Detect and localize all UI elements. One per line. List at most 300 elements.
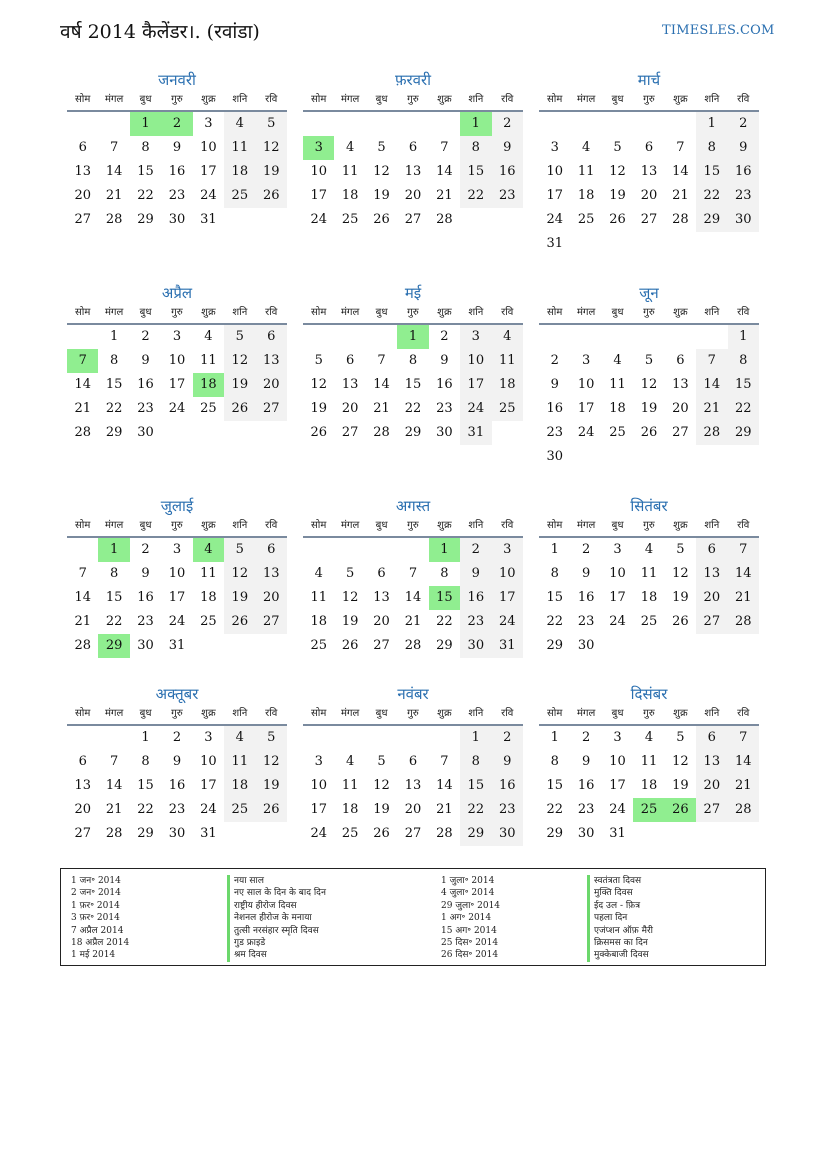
day-cell: 22 [137, 188, 154, 203]
day-cell: 11 [577, 164, 595, 179]
weekday-label: बुध [375, 708, 388, 719]
weekday-label: गुरु [643, 94, 655, 105]
day-cell: 1 [130, 112, 161, 136]
day-cell: 23 [168, 188, 186, 203]
week-row [303, 798, 523, 822]
week-row [67, 349, 287, 373]
day-cell: 25 [224, 184, 255, 208]
weekday-label: शनि [232, 520, 248, 531]
holiday-date: 18 अप्रैल 2014 [71, 937, 130, 948]
day-cell: 14 [105, 778, 123, 793]
day-cell: 27 [672, 425, 689, 440]
week-row [67, 397, 287, 421]
day-cell: 25 [341, 826, 359, 841]
day-cell: 2 [460, 538, 491, 562]
day-cell: 3 [303, 136, 334, 160]
day-cell: 23 [460, 610, 491, 634]
weekday-label: रवि [501, 520, 514, 531]
weekday-header [303, 518, 523, 538]
day-cell: 4 [314, 566, 323, 581]
empty-cell [602, 232, 633, 256]
day-cell: 29 [728, 421, 759, 445]
day-cell: 2 [440, 329, 449, 344]
weekday-label: शनि [704, 94, 720, 105]
empty-cell [193, 421, 224, 445]
day-cell: 21 [74, 614, 91, 629]
week-row [67, 610, 287, 634]
day-cell: 15 [460, 774, 491, 798]
week-row [303, 208, 523, 232]
day-cell: 16 [168, 778, 186, 793]
day-cell: 17 [460, 373, 491, 397]
holiday-date: 1 फ़र॰ 2014 [71, 900, 120, 911]
day-cell: 14 [728, 562, 759, 586]
weekday-label: शनि [232, 708, 248, 719]
day-cell: 24 [310, 212, 327, 227]
day-cell: 24 [200, 188, 217, 203]
weekday-label: गुरु [171, 708, 183, 719]
empty-cell [665, 232, 696, 256]
day-cell: 31 [492, 634, 523, 658]
empty-cell [665, 445, 696, 469]
weekday-label: मंगल [340, 94, 360, 105]
holiday-name: श्रम दिवस [227, 949, 326, 961]
week-row [539, 397, 759, 421]
week-row [303, 160, 523, 184]
week-row [303, 610, 523, 634]
weekday-label: सोम [75, 94, 91, 105]
weekday-label: शुक्र [437, 94, 452, 105]
day-cell: 20 [373, 614, 390, 629]
empty-cell [633, 634, 664, 658]
holiday-name: मुक्ति दिवस [587, 887, 653, 899]
weekday-header [539, 92, 759, 112]
weekday-label: बुध [139, 708, 152, 719]
day-cell: 25 [633, 798, 664, 822]
day-cell: 10 [310, 164, 327, 179]
weekday-label: बुध [611, 307, 624, 318]
holiday-date: 25 दिस॰ 2014 [441, 937, 499, 948]
empty-cell [728, 445, 759, 469]
week-row [303, 774, 523, 798]
weekday-label: गुरु [407, 94, 419, 105]
weekday-label: रवि [737, 307, 750, 318]
day-cell: 9 [172, 140, 182, 155]
empty-cell [98, 112, 129, 136]
week-row [539, 232, 759, 256]
day-cell: 6 [377, 566, 386, 581]
month-block [539, 283, 759, 469]
day-cell: 22 [546, 614, 563, 629]
weekday-label: रवि [737, 708, 750, 719]
month-name: जून [639, 284, 659, 302]
day-cell: 30 [492, 822, 523, 846]
day-cell: 30 [168, 212, 186, 227]
day-cell: 21 [74, 401, 91, 416]
day-cell: 8 [109, 566, 119, 581]
day-cell: 20 [404, 188, 422, 203]
day-cell: 17 [200, 778, 217, 793]
month-block [67, 684, 287, 846]
day-cell: 13 [640, 164, 658, 179]
weekday-label: शुक्र [673, 520, 688, 531]
day-cell: 19 [672, 778, 689, 793]
weekday-label: गुरु [407, 708, 419, 719]
day-cell: 14 [696, 373, 727, 397]
day-cell: 16 [577, 590, 595, 605]
weekday-header [67, 706, 287, 726]
day-cell: 13 [341, 377, 359, 392]
weekday-label: बुध [375, 94, 388, 105]
week-row [539, 421, 759, 445]
empty-cell [397, 538, 428, 562]
day-cell: 10 [609, 754, 626, 769]
week-row [303, 822, 523, 846]
day-cell: 13 [373, 590, 390, 605]
day-cell: 4 [224, 112, 255, 136]
empty-cell [696, 232, 727, 256]
day-cell: 30 [460, 634, 491, 658]
day-cell: 24 [577, 425, 595, 440]
day-cell: 23 [577, 802, 595, 817]
weekday-label: बुध [375, 520, 388, 531]
day-cell: 11 [200, 353, 217, 368]
day-cell: 20 [672, 401, 689, 416]
weekday-label: बुध [375, 307, 388, 318]
day-cell: 28 [436, 212, 453, 227]
empty-cell [366, 325, 397, 349]
week-row [303, 397, 523, 421]
day-cell: 30 [546, 449, 563, 464]
holiday-names-right [587, 875, 653, 962]
day-cell: 19 [224, 373, 255, 397]
day-cell: 9 [460, 562, 491, 586]
month-block [67, 70, 287, 232]
day-cell: 17 [577, 401, 595, 416]
empty-cell [161, 421, 192, 445]
week-row [67, 634, 287, 658]
week-row [539, 726, 759, 750]
day-cell: 16 [460, 586, 491, 610]
day-cell: 31 [200, 212, 217, 227]
empty-cell [303, 112, 334, 136]
day-cell: 22 [404, 401, 422, 416]
day-cell: 9 [172, 754, 182, 769]
day-cell: 13 [404, 164, 422, 179]
day-cell: 28 [728, 610, 759, 634]
month-block [539, 684, 759, 846]
week-row [67, 325, 287, 349]
day-cell: 7 [109, 140, 119, 155]
holiday-names-left [227, 875, 326, 962]
month-name: जुलाई [160, 497, 194, 515]
day-cell: 15 [546, 590, 563, 605]
empty-cell [665, 325, 696, 349]
day-cell: 22 [546, 802, 563, 817]
weekday-label: रवि [265, 708, 278, 719]
day-cell: 20 [640, 188, 658, 203]
empty-cell [696, 822, 727, 846]
day-cell: 13 [256, 349, 287, 373]
site-link[interactable]: TIMESLES.COM [662, 23, 775, 38]
empty-cell [665, 112, 696, 136]
day-cell: 16 [137, 377, 154, 392]
day-cell: 15 [137, 778, 154, 793]
day-cell: 27 [404, 212, 422, 227]
day-cell: 23 [546, 425, 563, 440]
day-cell: 27 [404, 826, 422, 841]
weekday-label: शुक्र [437, 307, 452, 318]
day-cell: 28 [74, 425, 91, 440]
day-cell: 21 [105, 188, 123, 203]
day-cell: 14 [436, 164, 453, 179]
week-row [539, 325, 759, 349]
day-cell: 23 [577, 614, 595, 629]
month-block [539, 70, 759, 256]
weekday-label: गुरु [407, 520, 419, 531]
weekday-label: शुक्र [437, 520, 452, 531]
day-cell: 19 [341, 614, 359, 629]
day-cell: 12 [341, 590, 359, 605]
empty-cell [334, 325, 365, 349]
empty-cell [334, 726, 365, 750]
weekday-header [539, 305, 759, 325]
day-cell: 15 [404, 377, 422, 392]
day-cell: 9 [581, 566, 591, 581]
day-cell: 19 [224, 586, 255, 610]
week-row [67, 726, 287, 750]
day-cell: 2 [550, 353, 559, 368]
day-cell: 28 [672, 212, 689, 227]
week-row [539, 634, 759, 658]
empty-cell [67, 325, 98, 349]
month-name: फ़रवरी [394, 71, 432, 89]
day-cell: 12 [256, 136, 287, 160]
day-cell: 12 [224, 349, 255, 373]
day-cell: 22 [105, 614, 123, 629]
weekday-header [67, 92, 287, 112]
day-cell: 7 [67, 349, 98, 373]
day-cell: 2 [492, 112, 523, 136]
day-cell: 11 [640, 754, 658, 769]
day-cell: 22 [460, 798, 491, 822]
day-cell: 28 [105, 212, 123, 227]
day-cell: 23 [137, 614, 154, 629]
day-cell: 12 [373, 164, 390, 179]
weekday-label: गुरु [643, 708, 655, 719]
day-cell: 18 [640, 590, 658, 605]
day-cell: 2 [581, 730, 591, 745]
weekday-label: गुरु [643, 520, 655, 531]
day-cell: 29 [404, 425, 422, 440]
weekday-label: मंगल [104, 94, 124, 105]
day-cell: 1 [460, 112, 491, 136]
day-cell: 1 [429, 538, 460, 562]
day-cell: 11 [341, 778, 359, 793]
day-cell: 3 [581, 353, 591, 368]
holiday-legend [60, 868, 766, 966]
weekday-label: शनि [468, 307, 484, 318]
empty-cell [570, 112, 601, 136]
empty-cell [728, 634, 759, 658]
day-cell: 2 [141, 542, 150, 557]
day-cell: 20 [256, 373, 287, 397]
holiday-date: 15 अग॰ 2014 [441, 925, 497, 936]
day-cell: 29 [546, 826, 563, 841]
week-row [303, 349, 523, 373]
day-cell: 3 [204, 116, 213, 131]
day-cell: 17 [168, 377, 186, 392]
day-cell: 2 [172, 730, 182, 745]
weekday-label: शुक्र [201, 708, 216, 719]
day-cell: 25 [609, 425, 626, 440]
weekday-label: गुरु [171, 520, 183, 531]
weekday-label: सोम [547, 520, 563, 531]
day-cell: 4 [644, 730, 654, 745]
weekday-label: रवि [737, 94, 750, 105]
day-cell: 1 [98, 538, 129, 562]
week-row [67, 538, 287, 562]
weekday-label: शुक्र [201, 94, 216, 105]
week-row [303, 184, 523, 208]
weekday-header [303, 706, 523, 726]
day-cell: 17 [609, 590, 626, 605]
day-cell: 2 [141, 329, 150, 344]
day-cell: 28 [74, 638, 91, 653]
day-cell: 26 [373, 826, 390, 841]
weekday-header [67, 518, 287, 538]
day-cell: 26 [640, 425, 658, 440]
week-row [539, 774, 759, 798]
weekday-label: सोम [75, 708, 91, 719]
empty-cell [224, 822, 255, 846]
day-cell: 2 [581, 542, 591, 557]
day-cell: 28 [436, 826, 453, 841]
day-cell: 30 [168, 826, 186, 841]
day-cell: 2 [161, 112, 192, 136]
empty-cell [366, 726, 397, 750]
empty-cell [397, 112, 428, 136]
day-cell: 9 [581, 754, 591, 769]
day-cell: 15 [728, 373, 759, 397]
day-cell: 15 [105, 377, 123, 392]
day-cell: 15 [429, 586, 460, 610]
day-cell: 5 [644, 353, 654, 368]
day-cell: 6 [676, 353, 685, 368]
day-cell: 10 [200, 754, 217, 769]
weekday-label: रवि [737, 520, 750, 531]
day-cell: 12 [373, 778, 390, 793]
month-name: मई [404, 284, 422, 302]
day-cell: 14 [74, 590, 91, 605]
day-cell: 23 [492, 798, 523, 822]
holiday-date: 1 जन॰ 2014 [71, 876, 121, 886]
day-cell: 20 [696, 586, 727, 610]
day-cell: 10 [168, 566, 186, 581]
weekday-label: शुक्र [673, 94, 688, 105]
day-cell: 8 [408, 353, 418, 368]
day-cell: 12 [609, 164, 626, 179]
day-cell: 26 [373, 212, 390, 227]
day-cell: 5 [256, 112, 287, 136]
day-cell: 29 [137, 826, 154, 841]
day-cell: 3 [172, 542, 182, 557]
weekday-label: मंगल [576, 708, 596, 719]
day-cell: 26 [672, 614, 689, 629]
week-row [67, 822, 287, 846]
day-cell: 18 [640, 778, 658, 793]
day-cell: 4 [193, 538, 224, 562]
weekday-header [67, 305, 287, 325]
day-cell: 23 [168, 802, 186, 817]
weekday-label: बुध [139, 520, 152, 531]
day-cell: 21 [105, 802, 123, 817]
empty-cell [492, 208, 523, 232]
weekday-label: शुक्र [201, 520, 216, 531]
day-cell: 18 [492, 373, 523, 397]
day-cell: 12 [672, 754, 689, 769]
week-row [303, 726, 523, 750]
week-row [67, 184, 287, 208]
day-cell: 26 [665, 798, 696, 822]
day-cell: 5 [377, 140, 386, 155]
day-cell: 3 [460, 325, 491, 349]
day-cell: 18 [200, 590, 217, 605]
week-row [67, 208, 287, 232]
day-cell: 4 [613, 353, 622, 368]
week-row [303, 538, 523, 562]
day-cell: 5 [377, 754, 386, 769]
day-cell: 13 [672, 377, 689, 392]
empty-cell [633, 232, 664, 256]
day-cell: 3 [613, 730, 622, 745]
empty-cell [602, 634, 633, 658]
empty-cell [98, 726, 129, 750]
empty-cell [602, 112, 633, 136]
day-cell: 24 [546, 212, 563, 227]
day-cell: 17 [310, 802, 327, 817]
weekday-label: सोम [547, 94, 563, 105]
weekday-label: मंगल [104, 520, 124, 531]
day-cell: 14 [436, 778, 453, 793]
day-cell: 1 [141, 730, 150, 745]
day-cell: 31 [168, 638, 186, 653]
day-cell: 13 [74, 164, 91, 179]
week-row [539, 373, 759, 397]
holiday-date: 2 जन॰ 2014 [71, 888, 121, 899]
day-cell: 8 [440, 566, 449, 581]
weekday-label: सोम [75, 520, 91, 531]
day-cell: 18 [609, 401, 626, 416]
weekday-label: शनि [704, 520, 720, 531]
day-cell: 8 [141, 754, 150, 769]
weekday-label: मंगल [340, 708, 360, 719]
day-cell: 19 [256, 160, 287, 184]
empty-cell [633, 325, 664, 349]
day-cell: 29 [436, 638, 453, 653]
month-block [67, 283, 287, 445]
day-cell: 19 [373, 802, 390, 817]
day-cell: 24 [200, 802, 217, 817]
empty-cell [728, 232, 759, 256]
day-cell: 26 [224, 610, 255, 634]
day-cell: 10 [609, 566, 626, 581]
weekday-label: मंगल [340, 307, 360, 318]
day-cell: 1 [696, 112, 727, 136]
day-cell: 6 [345, 353, 355, 368]
weekday-header [303, 92, 523, 112]
day-cell: 27 [74, 826, 91, 841]
